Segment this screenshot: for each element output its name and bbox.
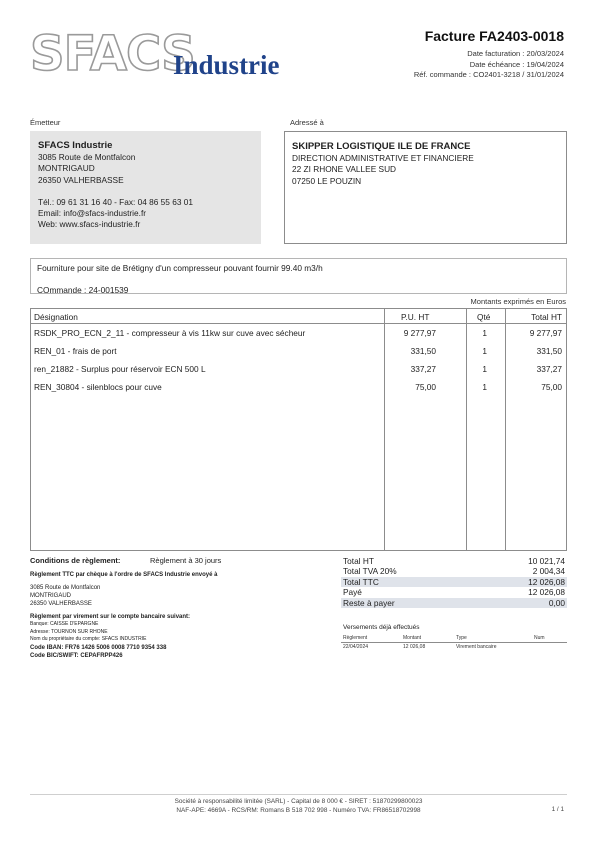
emitter-website: Web: www.sfacs-industrie.fr	[38, 219, 141, 230]
order-reference: Réf. commande : CO2401-3218 / 31/01/2024	[413, 70, 564, 79]
row-unit-price: 75,00	[415, 382, 436, 392]
row-designation: REN_30804 - silenblocs pour cuve	[34, 382, 162, 392]
table-header	[31, 309, 566, 324]
recipient-box	[284, 131, 567, 244]
row-quantity: 1	[482, 364, 487, 374]
logo-industrie-text: Industrie	[173, 50, 280, 80]
table-row	[31, 346, 566, 362]
payments-made-table	[341, 634, 567, 651]
company-logo	[30, 26, 290, 82]
invoice-title: Facture FA2403-0018	[424, 28, 564, 44]
row-total: 337,27	[536, 364, 562, 374]
iban: Code IBAN: FR76 1426 5006 0008 7710 9354 338	[30, 644, 167, 651]
header-montant: Montant	[403, 635, 422, 641]
row-unit-price: 9 277,97	[403, 328, 436, 338]
total-label: Total TTC	[343, 576, 379, 587]
total-label: Total HT	[343, 556, 374, 566]
page-number: 1 / 1	[551, 806, 564, 813]
total-row	[341, 587, 567, 597]
total-label: Total TVA 20%	[343, 566, 397, 577]
footer-line: Société à responsabilité limitée (SARL) - Capital de 8 000 € - SIRET : 51870299800023	[174, 798, 423, 805]
cheque-title: Règlement TTC par chèque à l'ordre de SFACS Industrie envoyé à	[30, 572, 218, 578]
transfer-title: Règlement par virement sur le compte bancaire suivant:	[30, 614, 191, 620]
header-designation: Désignation	[34, 312, 78, 322]
row-total: 331,50	[536, 346, 562, 356]
logo-sfacs-text: SFACS	[30, 26, 195, 82]
emitter-phone: Tél.: 09 61 31 16 40 - Fax: 04 86 55 63 01	[38, 196, 193, 207]
row-unit-price: 331,50	[410, 346, 436, 356]
total-value: 2 004,34	[532, 566, 565, 577]
recipient-name: SKIPPER LOGISTIQUE ILE DE FRANCE	[292, 141, 471, 152]
header-total: Total HT	[531, 312, 562, 322]
payment-amount: 12 026,08	[403, 644, 426, 650]
emitter-name: SFACS Industrie	[38, 140, 113, 151]
row-quantity: 1	[482, 382, 487, 392]
emitter-box	[30, 131, 261, 244]
row-total: 75,00	[541, 382, 562, 392]
payments-made-title: Versements déjà effectués	[343, 624, 420, 631]
emitter-address-line: 26350 VALHERBASSE	[38, 174, 124, 185]
payment-type: Virement bancaire	[456, 644, 497, 650]
header-num: Num	[534, 635, 545, 641]
bic: Code BIC/SWIFT: CEPAFRPP426	[30, 652, 123, 659]
payment-conditions-label: Conditions de règlement:	[30, 556, 121, 565]
total-value: 12 026,08	[528, 576, 565, 587]
header-reglement: Règlement	[343, 635, 368, 641]
payment-conditions-value: Règlement à 30 jours	[150, 556, 222, 565]
invoice-lines-table	[30, 308, 567, 551]
order-number-line: COmmande : 24-001539	[37, 285, 129, 295]
row-quantity: 1	[482, 346, 487, 356]
note-line: Fourniture pour site de Brétigny d'un compresseur pouvant fournir 99.40 m3/h	[37, 263, 323, 273]
cheque-address-line: 26350 VALHERBASSE	[30, 601, 92, 607]
total-value: 12 026,08	[528, 587, 565, 598]
recipient-label: Adressé à	[290, 118, 324, 127]
payments-header	[341, 634, 567, 643]
header-type: Type	[456, 635, 467, 641]
table-row	[31, 382, 566, 398]
totals-table	[341, 556, 567, 608]
payment-date: 22/04/2024	[343, 644, 369, 650]
row-designation: REN_01 - frais de port	[34, 346, 117, 356]
row-unit-price: 337,27	[410, 364, 436, 374]
table-row	[31, 364, 566, 380]
total-value: 10 021,74	[528, 556, 565, 566]
total-row	[341, 598, 567, 608]
emitter-email: Email: info@sfacs-industrie.fr	[38, 208, 147, 219]
footer-line: NAF-APE: 4669A - RCS/RM: Romans B 518 702 998 - Numéro TVA: FR86518702998	[176, 807, 421, 814]
header-quantity: Qté	[477, 312, 491, 322]
header-unit-price: P.U. HT	[401, 312, 430, 322]
payment-info	[30, 557, 330, 660]
bank-address: Adresse: TOURNON SUR RHONE	[30, 628, 108, 635]
emitter-address-line: 3085 Route de Montfalcon	[38, 152, 136, 163]
emitter-address-line: MONTRIGAUD	[38, 163, 95, 174]
total-label: Payé	[343, 587, 362, 598]
recipient-address-line: 07250 LE POUZIN	[292, 175, 362, 186]
emitter-label: Émetteur	[30, 118, 61, 127]
invoice-date: Date facturation : 20/03/2024	[467, 49, 564, 58]
row-designation: ren_21882 - Surplus pour réservoir ECN 500 L	[34, 364, 206, 374]
cheque-address-line: 3085 Route de Montfalcon	[30, 585, 101, 591]
currency-note: Montants exprimés en Euros	[470, 297, 566, 306]
invoice-note	[30, 258, 567, 294]
table-row	[31, 328, 566, 344]
account-owner: Nom du propriétaire du compte: SFACS INDUSTRIE	[30, 636, 147, 642]
total-row	[341, 577, 567, 587]
total-row	[341, 566, 567, 576]
row-quantity: 1	[482, 328, 487, 338]
total-label: Reste à payer	[343, 597, 395, 608]
invoice-meta	[414, 49, 564, 81]
recipient-address-line: 22 ZI RHONE VALLEE SUD	[292, 164, 397, 175]
total-value: 0,00	[548, 597, 565, 608]
invoice-due-date: Date échéance : 19/04/2024	[469, 59, 564, 69]
bank-name: Banque: CAISSE D'EPARGNE	[30, 621, 99, 627]
legal-footer	[30, 797, 567, 815]
recipient-address-line: DIRECTION ADMINISTRATIVE ET FINANCIERE	[292, 153, 474, 164]
total-row	[341, 556, 567, 566]
payment-row	[341, 643, 567, 651]
row-designation: RSDK_PRO_ECN_2_11 - compresseur à vis 11kw sur cuve avec sécheur	[34, 328, 306, 338]
footer-divider	[30, 794, 567, 795]
cheque-address-line: MONTRIGAUD	[30, 593, 71, 599]
row-total: 9 277,97	[529, 328, 562, 338]
